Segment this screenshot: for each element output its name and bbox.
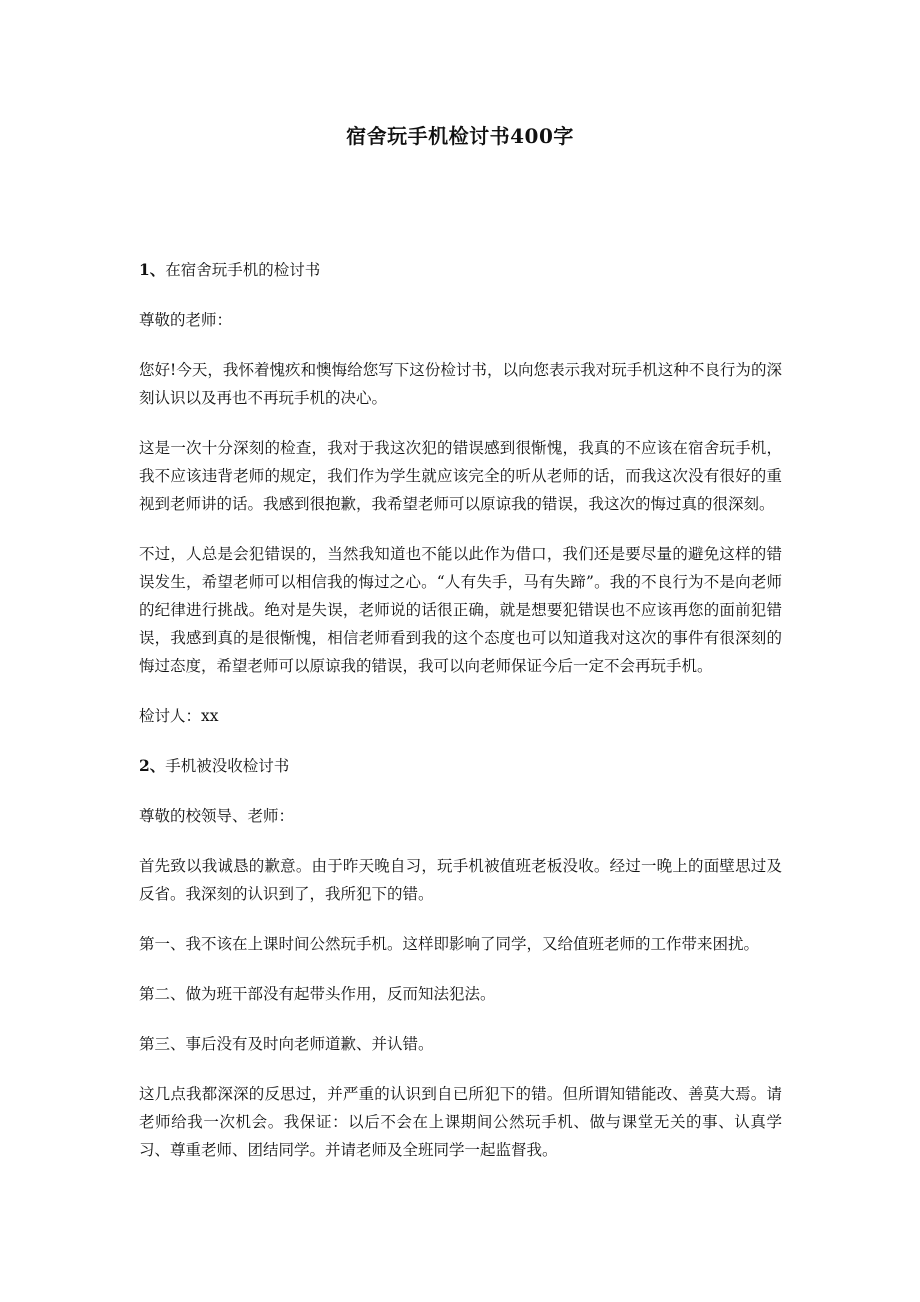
section-1-paragraph: 不过，人总是会犯错误的，当然我知道也不能以此作为借口，我们还是要尽量的避免这样的错误发生，希望老师可以相信我的悔过之心。“人有失手，马有失蹄”。我的不良行为不是向老师的纪律进行挑战。绝对是失误，老师说的话很正确，就是想要犯错误也不应该再您的面前犯错误，我感到真的是很惭愧，相信老师看到我的这个态度也可以知道我对这次的事件有很深刻的悔过态度，希望老师可以原谅我的错误，我可以向老师保证今后一定不会再玩手机。 <box>139 545 782 675</box>
document-body <box>139 256 782 1186</box>
section-2-heading <box>139 752 782 780</box>
section-2-paragraph: 第二、做为班干部没有起带头作用，反而知法犯法。 <box>139 985 496 1003</box>
section-1-paragraph: 您好!今天，我怀着愧疚和懊悔给您写下这份检讨书，以向您表示我对玩手机这种不良行为的深刻认识以及再也不再玩手机的决心。 <box>139 361 782 407</box>
section-2-title: 手机被没收检讨书 <box>165 757 290 775</box>
section-1-paragraph: 这是一次十分深刻的检查，我对于我这次犯的错误感到很惭愧，我真的不应该在宿舍玩手机，我不应该违背老师的规定，我们作为学生就应该完全的听从老师的话，而我这次没有很好的重视到老师讲的话。我感到很抱歉，我希望老师可以原谅我的错误，我这次的悔过真的很深刻。 <box>139 439 782 513</box>
section-1-heading <box>139 256 782 284</box>
section-2-paragraph: 第一、我不该在上课时间公然玩手机。这样即影响了同学，又给值班老师的工作带来困扰。 <box>139 935 760 953</box>
section-1-salutation: 尊敬的老师： <box>139 311 233 329</box>
section-1-signature: 检讨人：xx <box>139 707 219 725</box>
section-2-salutation: 尊敬的校领导、老师： <box>139 807 295 825</box>
section-2-paragraph: 首先致以我诚恳的歉意。由于昨天晚自习，玩手机被值班老板没收。经过一晚上的面壁思过及反省。我深刻的认识到了，我所犯下的错。 <box>139 857 782 903</box>
section-2-number: 2、 <box>139 756 166 775</box>
section-2-paragraph: 第三、事后没有及时向老师道歉、并认错。 <box>139 1035 434 1053</box>
section-2-paragraph: 这几点我都深深的反思过，并严重的认识到自已所犯下的错。但所谓知错能改、善莫大焉。请老师给我一次机会。我保证：以后不会在上课期间公然玩手机、做与课堂无关的事、认真学习、尊重老师、团结同学。并请老师及全班同学一起监督我。 <box>139 1085 782 1159</box>
section-1-title: 在宿舍玩手机的检讨书 <box>165 261 321 279</box>
document-title: 宿舍玩手机检讨书400字 <box>346 124 574 148</box>
section-1-number: 1、 <box>139 260 166 279</box>
